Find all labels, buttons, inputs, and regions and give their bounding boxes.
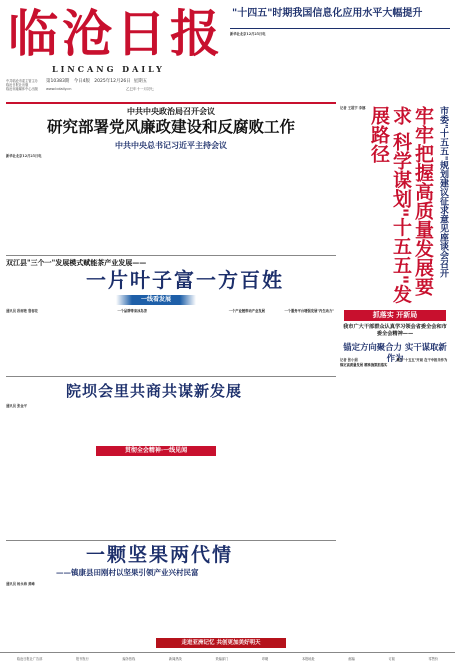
tea-col	[117, 309, 169, 371]
tea-col	[229, 309, 281, 371]
party-col	[397, 358, 451, 640]
lead-col	[284, 154, 336, 246]
footer-item: 本报地址	[301, 656, 315, 661]
lead-kicker: 中共中央政治局召开会议	[127, 106, 215, 116]
courtyard-col	[6, 404, 58, 456]
tea-col	[284, 309, 336, 371]
tea-col	[62, 309, 114, 371]
masthead-website: www.lcdaily.cn	[46, 87, 72, 91]
lead-body	[6, 154, 336, 246]
top-story-col	[395, 32, 447, 94]
seed-caption-label: 走进亚洲记忆 共创更加美好明天	[181, 640, 261, 646]
seed-col	[117, 582, 169, 646]
seed-subhead: ——镇康县田刚村以坚果引领产业兴村民富	[56, 568, 199, 577]
seed-byline: 通讯员 杨永海 黄峰	[6, 582, 35, 586]
lead-col	[6, 154, 58, 246]
courtyard-headline[interactable]: 院坝会里共商共谋新发展	[66, 382, 243, 400]
weekday: 星期五	[133, 79, 148, 84]
tea-body	[6, 309, 336, 371]
masthead	[6, 4, 226, 102]
lead-subhead: 中共中央总书记习近平主持会议	[115, 140, 227, 150]
party-byline: 记者 张小娟	[340, 358, 358, 362]
footer-item: 新闻热线	[168, 656, 182, 661]
top-story-body	[230, 32, 450, 94]
right-story-kicker: 市委"十五五"规划建议征求意见座谈会召开	[438, 106, 448, 278]
courtyard-story	[6, 376, 336, 458]
party-subhead: 聚力"十五五"开局 在干中担当作为	[396, 358, 448, 362]
party-banner-label: 抓落实 开新局	[372, 311, 418, 319]
masthead-lunar: 乙巳年十一月初七	[126, 87, 154, 91]
lead-headline[interactable]: 研究部署党风廉政建设和反腐败工作	[46, 117, 295, 136]
top-story-title[interactable]: "十四五"时期我国信息化应用水平大幅提升	[232, 8, 423, 19]
info-line: 临沧日报社出版	[6, 83, 29, 88]
tea-col	[6, 309, 58, 371]
lead-col	[173, 154, 225, 246]
seed-col	[284, 582, 336, 646]
top-story	[230, 6, 450, 96]
seed-story	[6, 540, 336, 650]
top-story-col	[230, 32, 282, 94]
seed-col	[62, 582, 114, 646]
tea-col	[173, 309, 225, 371]
top-story-col	[340, 32, 392, 94]
party-body	[340, 358, 450, 640]
courtyard-col	[229, 404, 281, 456]
tea-subhead: 一个服务平台增强发展"内生动力"	[284, 309, 334, 313]
seed-col	[6, 582, 58, 646]
tea-tag	[116, 295, 196, 305]
info-line: 临沧市融媒体中心出版	[6, 87, 38, 92]
issue-date: 2025年12月26日	[94, 79, 131, 84]
lead-col	[117, 154, 169, 246]
footer	[0, 652, 455, 665]
footer-item: 编务热线	[122, 656, 136, 661]
lead-col	[229, 154, 281, 246]
seed-col	[229, 582, 281, 646]
masthead-pinyin: LINCANG DAILY	[52, 64, 165, 74]
courtyard-byline: 通讯员 张金平	[6, 404, 27, 408]
footer-item: 邮编	[348, 656, 355, 661]
seed-col	[173, 582, 225, 646]
footer-item: 报刊发行	[76, 656, 89, 661]
party-subhead: 锚定高质量发展 精准施策抓落实	[340, 362, 388, 367]
lead-byline: 新华社北京12月25日电	[6, 154, 42, 158]
footer-item: 订阅	[388, 656, 395, 661]
courtyard-banner-label: 贯彻全会精神·一线见闻	[124, 447, 188, 454]
party-kicker: 我市广大干部群众认真学习领会省委全会和市委全会精神——	[343, 324, 447, 337]
masthead-info-left	[6, 79, 40, 92]
seed-image-caption	[156, 638, 286, 648]
party-story	[340, 308, 450, 643]
lead-story	[6, 102, 336, 252]
issue-number: 第10383期	[46, 79, 70, 84]
tea-subhead: 一个产业链带动产业发展	[228, 309, 265, 313]
tea-story	[6, 255, 336, 373]
right-story-headline[interactable]: 牢牢把握高质量发展要求 科学谋划"十五五"发展路径	[368, 106, 434, 304]
top-story-col	[285, 32, 337, 94]
footer-item: 印刷	[261, 656, 269, 661]
courtyard-banner	[96, 446, 216, 456]
top-story-byline: 新华社北京12月25日电	[230, 32, 266, 36]
right-column-story	[340, 102, 450, 307]
masthead-issue-info	[46, 79, 176, 85]
right-story-byline: 记者 王超宇 李娜	[340, 106, 366, 110]
info-line: 中共临沧市委主管主办	[6, 79, 38, 83]
right-story-body	[340, 106, 386, 302]
tea-tag-label: 一线看发展	[140, 296, 171, 303]
tea-kicker: 双江县"三个一"发展模式赋能茶产业发展——	[6, 258, 147, 267]
footer-item: 零售价	[428, 656, 439, 661]
right-story-col	[340, 106, 386, 302]
party-col	[340, 358, 394, 640]
footer-item: 临沧日报社广告部	[16, 656, 43, 661]
tea-headline[interactable]: 一片叶子富一方百姓	[86, 268, 284, 292]
lead-col	[62, 154, 114, 246]
tea-subhead: 一个品牌带来冰岛茶	[117, 309, 148, 313]
footer-item: 采编部门	[215, 656, 229, 661]
seed-headline[interactable]: 一颗坚果两代情	[86, 544, 234, 566]
page-count: 今日4版	[73, 79, 90, 84]
masthead-title: 临沧日报	[8, 4, 224, 63]
party-headline[interactable]: 锚定方向聚合力 实干谋取新作为	[343, 342, 447, 363]
seed-body	[6, 582, 336, 646]
party-banner	[344, 310, 446, 321]
courtyard-col	[284, 404, 336, 456]
tea-byline: 通讯员 段树艳 鲁春花	[6, 309, 38, 313]
